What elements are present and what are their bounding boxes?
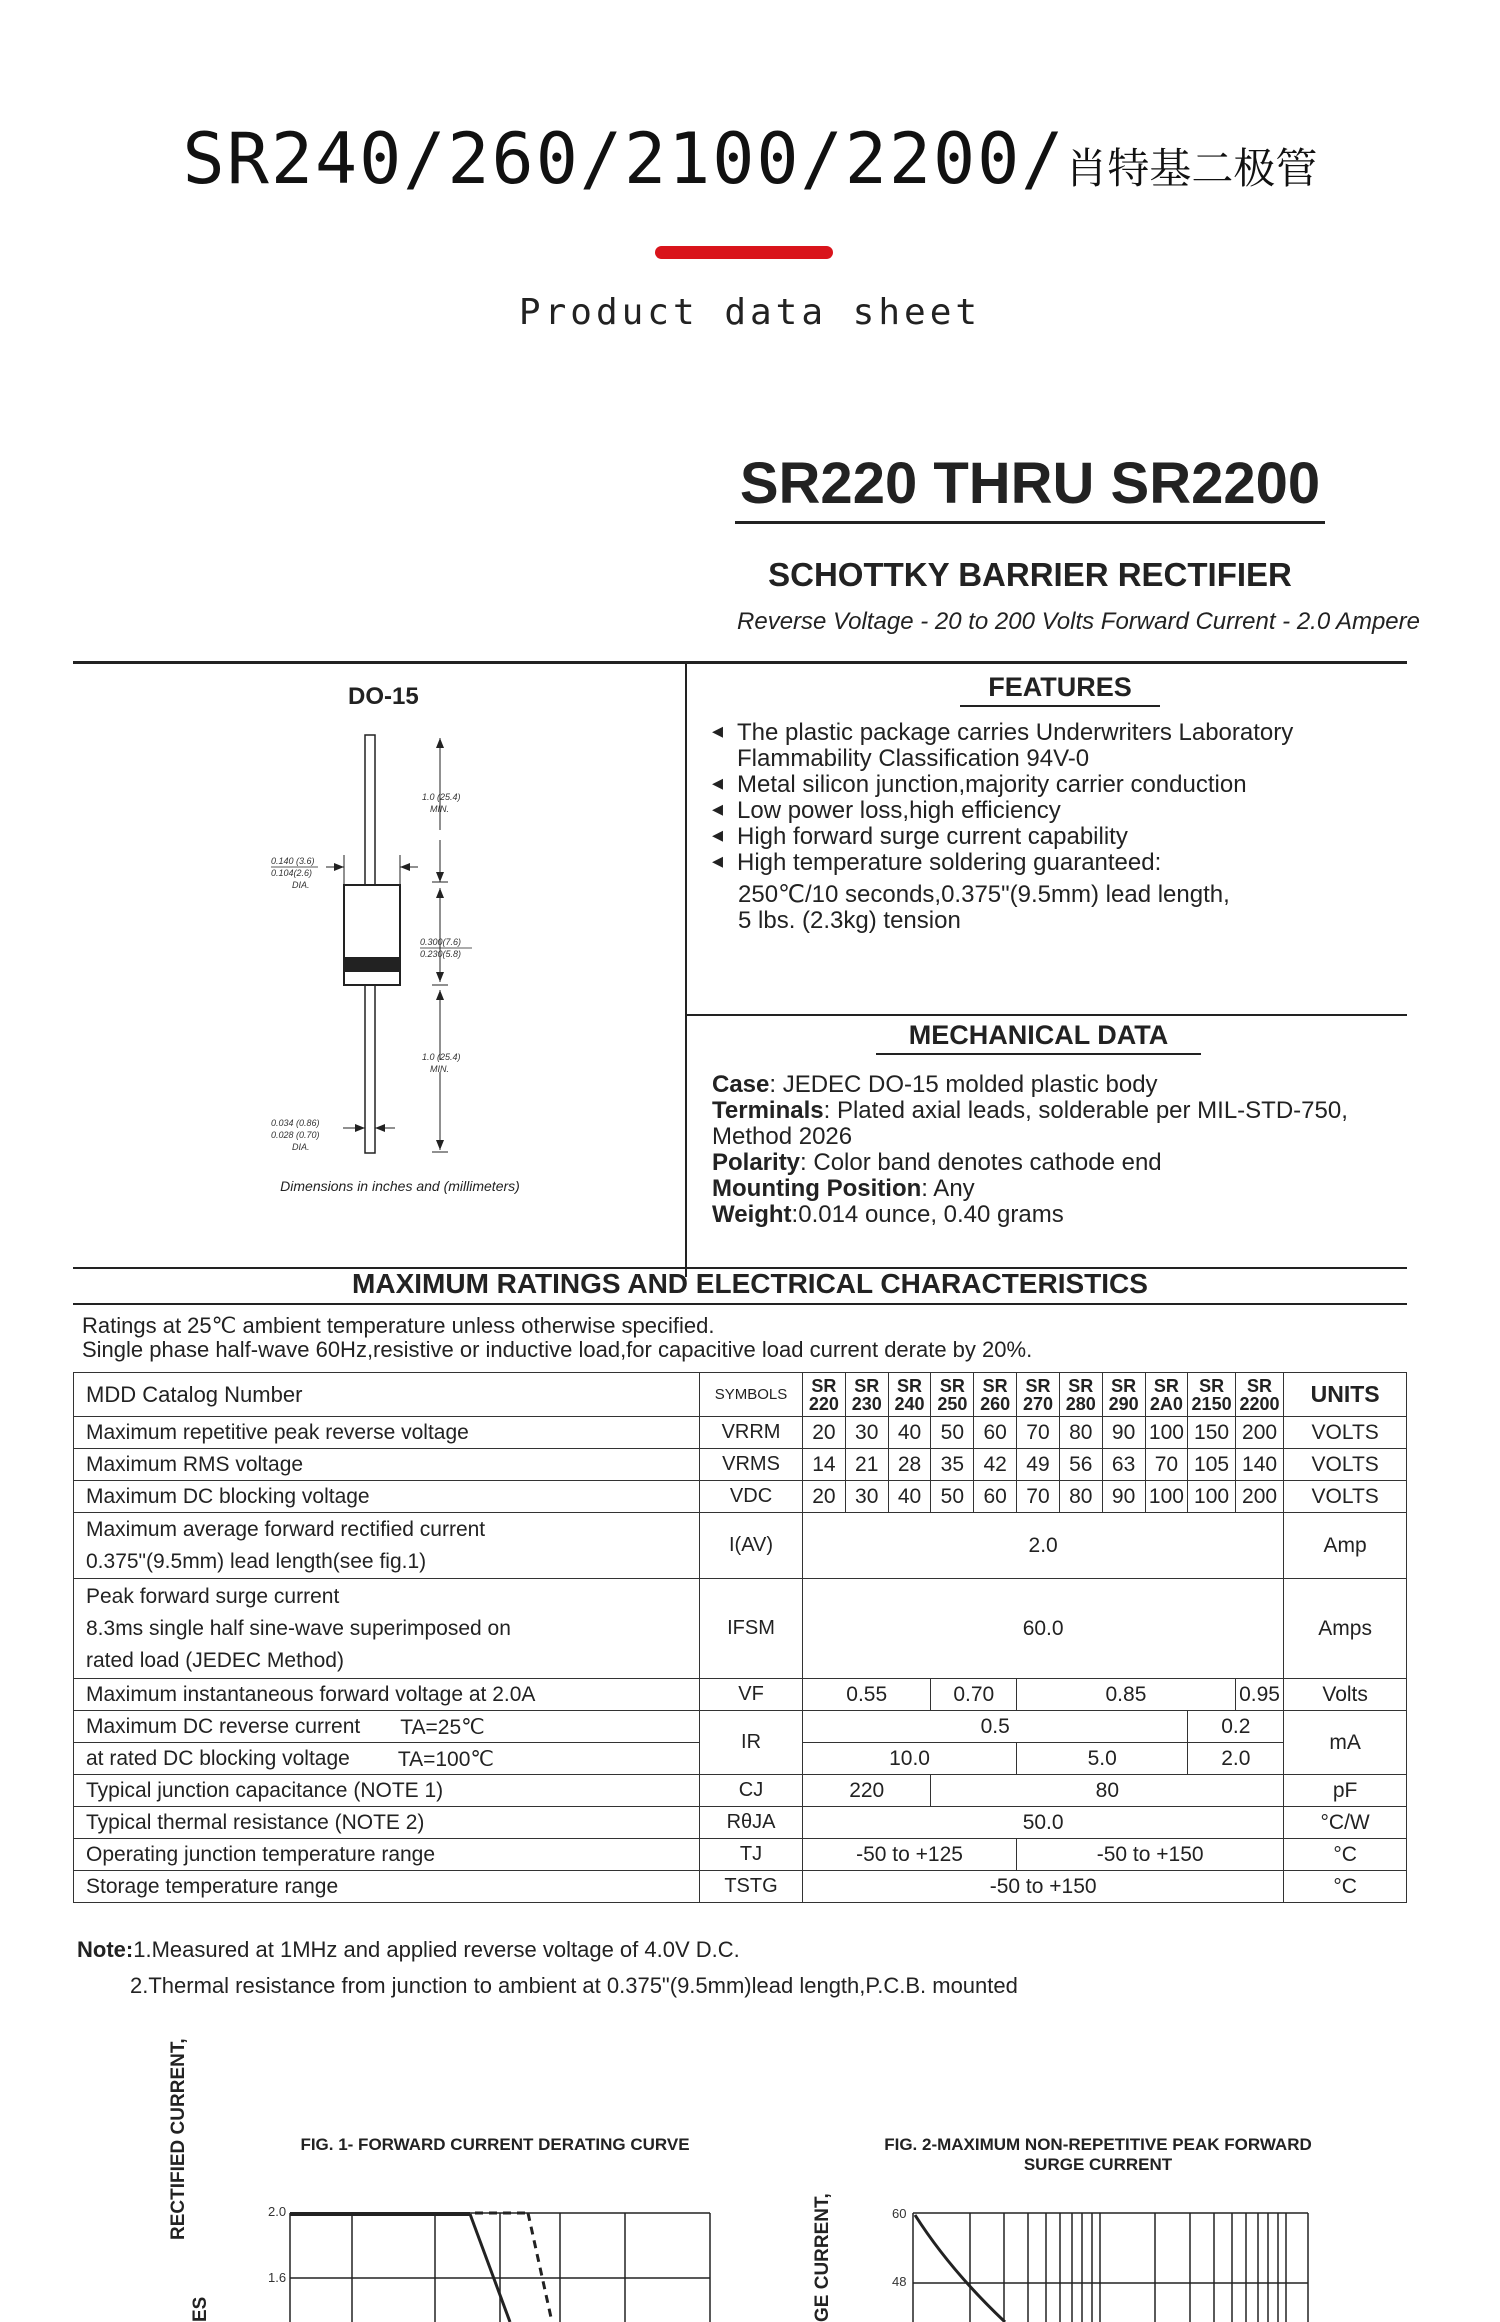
- fig2-ytick: 60: [892, 2206, 907, 2221]
- table-row-tj: Operating junction temperature range TJ -50 to +125 -50 to +150 °C: [74, 1839, 1407, 1871]
- header-part: SR 230: [845, 1373, 888, 1417]
- fig1-ylabel-2: ES: [190, 2296, 211, 2322]
- table-row-vrms: Maximum RMS voltage VRMS 14 21 28 35 42 49 56 63 70 105 140 VOLTS: [74, 1449, 1407, 1481]
- package-caption: Dimensions in inches and (millimeters): [280, 1178, 520, 1194]
- accent-bar: [655, 246, 833, 259]
- datasheet-subtitle: SCHOTTKY BARRIER RECTIFIER: [768, 556, 1292, 593]
- fig2-ytick: 48: [892, 2274, 907, 2289]
- dim-body-len-max: 0.300(7.6): [420, 937, 462, 947]
- header-param: MDD Catalog Number: [74, 1373, 700, 1417]
- header-part: SR 290: [1102, 1373, 1145, 1417]
- header-part: SR 240: [888, 1373, 931, 1417]
- divider-top: [73, 661, 1407, 664]
- dim-body-dia-note: DIA.: [292, 880, 310, 890]
- feature-item-cont: Flammability Classification 94V-0: [737, 745, 1090, 772]
- fig1-title: FIG. 1- FORWARD CURRENT DERATING CURVE: [300, 2135, 690, 2154]
- ratings-note-2: Single phase half-wave 60Hz,resistive or inductive load,for capacitive load current derate by 20%.: [82, 1337, 1033, 1362]
- fig1-ytick: 2.0: [268, 2204, 287, 2219]
- dim-body-len-min: 0.230(5.8): [420, 949, 462, 959]
- note-2: 2.Thermal resistance from junction to ambient at 0.375"(9.5mm)lead length,P.C.B. mounted: [130, 1973, 1018, 1998]
- feature-item: ◂ High temperature soldering guaranteed:: [712, 850, 1432, 876]
- header-part: SR 2200: [1235, 1373, 1283, 1417]
- feature-item: ◂ High forward surge current capability: [712, 824, 1432, 850]
- dim-body-dia-max: 0.140 (3.6): [271, 856, 315, 866]
- dim-lead-len-2-min: MIN.: [430, 1064, 449, 1074]
- table-row-iav: Maximum average forward rectified current 0.375"(9.5mm) lead length(see fig.1) I(AV) 2.0 Amp: [74, 1513, 1407, 1579]
- dim-lead-len-2: 1.0 (25.4): [422, 1052, 461, 1062]
- fig2-title: FIG. 2-MAXIMUM NON-REPETITIVE PEAK FORWARD SURGE CURRENT: [884, 2135, 1312, 2174]
- ratings-note-1: Ratings at 25℃ ambient temperature unless otherwise specified.: [82, 1313, 715, 1338]
- mechanical-data: Case: JEDEC DO-15 molded plastic body Terminals: Plated axial leads, solderable per MIL-STD-750, Method 2026 Polarity: Color band denotes cathode end Mounting Position: Any Weight:0.014 ounce, 0.40 grams: [712, 1071, 1348, 1228]
- package-diagram: [260, 720, 570, 1170]
- fig1-ylabel: RECTIFIED CURRENT,: [168, 2038, 189, 2240]
- divider-vertical: [685, 661, 687, 1277]
- feature-item: ◂ Low power loss,high efficiency: [712, 798, 1432, 824]
- note-1: Note:1.Measured at 1MHz and applied reverse voltage of 4.0V D.C.: [77, 1937, 740, 1962]
- table-row-ifsm: Peak forward surge current 8.3ms single half sine-wave superimposed on rated load (JEDEC Method) IFSM 60.0 Amps: [74, 1579, 1407, 1679]
- table-row-ir-a: Maximum DC reverse current TA=25℃ IR 0.5 0.2 mA: [74, 1711, 1407, 1743]
- dim-lead-dia-min: 0.028 (0.70): [271, 1130, 320, 1140]
- datasheet-spec: Reverse Voltage - 20 to 200 Volts Forward Current - 2.0 Ampere: [737, 608, 1420, 635]
- datasheet-title: SR220 THRU SR2200: [735, 450, 1325, 524]
- table-row-cj: Typical junction capacitance (NOTE 1) CJ 220 80 pF: [74, 1775, 1407, 1807]
- page-title: SR240/260/2100/2200/肖特基二极管: [182, 118, 1318, 200]
- header-part: SR 260: [974, 1373, 1017, 1417]
- divider-mech: [686, 1014, 1407, 1016]
- feature-item: ◂ The plastic package carries Underwriters Laboratory Flammability Classification 94V-0: [712, 720, 1432, 772]
- header-part: SR 220: [803, 1373, 846, 1417]
- table-row-ir-b: at rated DC blocking voltage TA=100℃ 10.0 5.0 2.0: [74, 1743, 1407, 1775]
- header-part: SR 250: [931, 1373, 974, 1417]
- dim-lead-dia-note: DIA.: [292, 1142, 310, 1152]
- header-part: SR 280: [1059, 1373, 1102, 1417]
- fig1-ytick: 1.6: [268, 2270, 287, 2285]
- table-row-vrrm: Maximum repetitive peak reverse voltage VRRM 20 30 40 50 60 70 80 90 100 150 200 VOLTS: [74, 1417, 1407, 1449]
- features-list: [712, 720, 1432, 876]
- page-subtitle: Product data sheet: [518, 292, 982, 333]
- mechanical-title: MECHANICAL DATA: [876, 1020, 1201, 1055]
- fig2-ylabel: GE CURRENT,: [812, 2193, 833, 2322]
- divider-ratings-title: [73, 1303, 1407, 1305]
- header-symbols: SYMBOLS: [700, 1373, 803, 1417]
- dim-lead-len-1: 1.0 (25.4): [422, 792, 461, 802]
- page-title-cn: 肖特基二极管: [1065, 144, 1318, 193]
- dim-lead-dia-max: 0.034 (0.86): [271, 1118, 320, 1128]
- table-row-rth: Typical thermal resistance (NOTE 2) RθJA 50.0 °C/W: [74, 1807, 1407, 1839]
- header-part: SR 2A0: [1145, 1373, 1188, 1417]
- table-row-vf: Maximum instantaneous forward voltage at 2.0A VF 0.55 0.70 0.85 0.95 Volts: [74, 1679, 1407, 1711]
- feature-item: ◂ Metal silicon junction,majority carrier conduction: [712, 772, 1432, 798]
- table-row-tstg: Storage temperature range TSTG -50 to +150 °C: [74, 1871, 1407, 1903]
- feature-extra: 250℃/10 seconds,0.375"(9.5mm) lead length, 5 lbs. (2.3kg) tension: [738, 881, 1230, 934]
- ratings-title: MAXIMUM RATINGS AND ELECTRICAL CHARACTERISTICS: [352, 1268, 1148, 1299]
- fig1-plot: [260, 2200, 720, 2322]
- dim-lead-len-1-min: MIN.: [430, 804, 449, 814]
- header-units: UNITS: [1284, 1373, 1407, 1417]
- package-label: DO-15: [348, 683, 419, 710]
- dim-body-dia-min: 0.104(2.6): [271, 868, 313, 878]
- header-part: SR 270: [1017, 1373, 1060, 1417]
- table-row-vdc: Maximum DC blocking voltage VDC 20 30 40 50 60 70 80 90 100 100 200 VOLTS: [74, 1481, 1407, 1513]
- header-part: SR 2150: [1188, 1373, 1235, 1417]
- ratings-table: [73, 1372, 1407, 1903]
- fig2-plot: [880, 2200, 1320, 2322]
- features-title: FEATURES: [960, 672, 1160, 707]
- table-header-row: [74, 1373, 1407, 1417]
